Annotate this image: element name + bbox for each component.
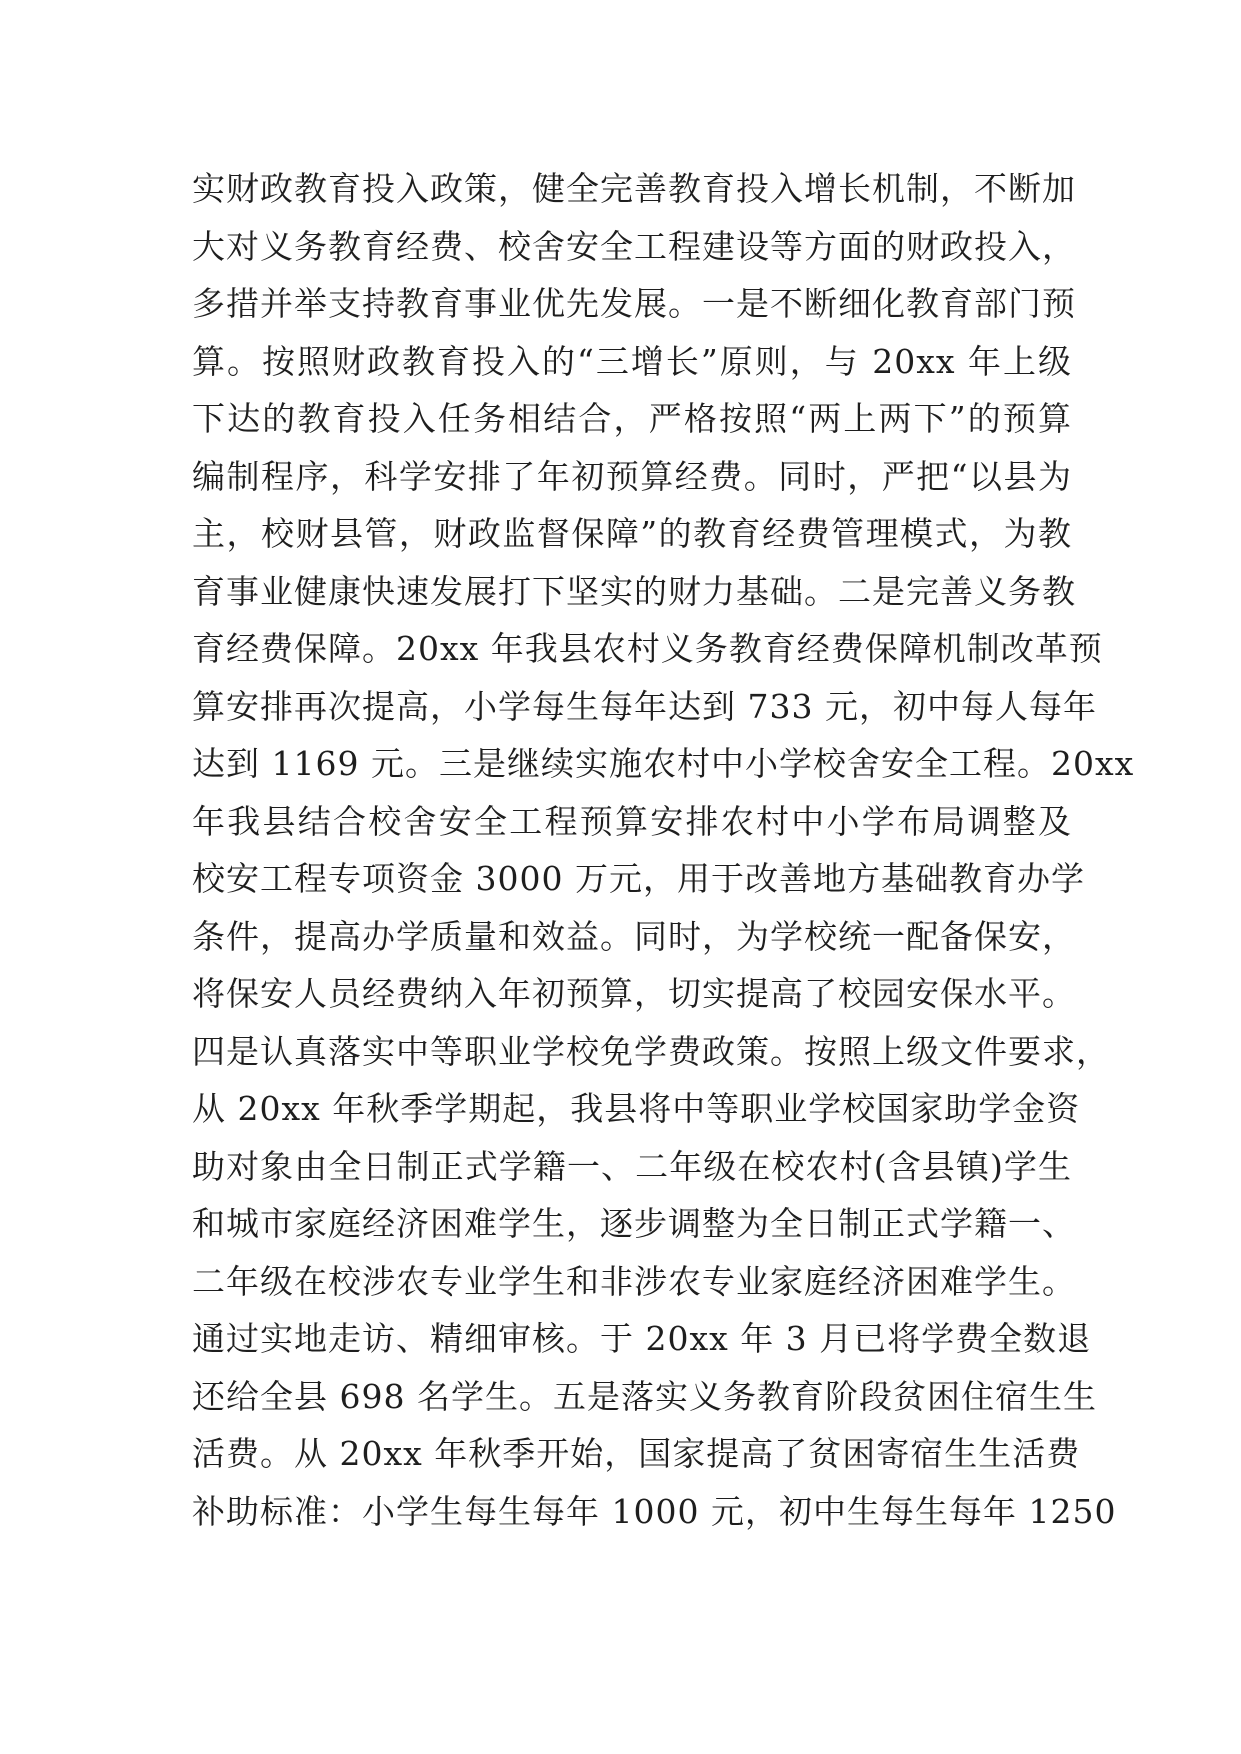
text-line: 助对象由全日制正式学籍一、二年级在校农村(含县镇)学生 [192, 1146, 1072, 1186]
text-line: 育经费保障。20xx 年我县农村义务教育经费保障机制改革预 [192, 629, 1103, 668]
text-line: 达到 1169 元。三是继续实施农村中小学校舍安全工程。20xx [192, 744, 1135, 783]
text-line: 补助标准：小学生每生每年 1000 元，初中生每生每年 1250 [192, 1491, 1117, 1531]
text-line: 通过实地走访、精细审核。于 20xx 年 3 月已将学费全数退 [192, 1319, 1092, 1358]
text-line: 主，校财县管，财政监督保障”的教育经费管理模式，为教 [192, 514, 1072, 553]
text-line: 活费。从 20xx 年秋季开始，国家提高了贫困寄宿生生活费 [192, 1434, 1081, 1473]
text-line: 二年级在校涉农专业学生和非涉农专业家庭经济困难学生。 [192, 1261, 1076, 1301]
text-line: 实财政教育投入政策，健全完善教育投入增长机制，不断加 [192, 169, 1076, 208]
text-line: 还给全县 698 名学生。五是落实义务教育阶段贫困住宿生生 [192, 1376, 1097, 1416]
text-line: 算安排再次提高，小学每生每年达到 733 元，初中每人每年 [192, 686, 1097, 726]
text-line: 将保安人员经费纳入年初预算，切实提高了校园安保水平。 [192, 974, 1076, 1013]
text-line: 大对义务教育经费、校舍安全工程建设等方面的财政投入， [192, 226, 1076, 266]
text-line: 和城市家庭经济困难学生，逐步调整为全日制正式学籍一、 [192, 1204, 1076, 1243]
text-line: 年我县结合校舍安全工程预算安排农村中小学布局调整及 [192, 801, 1072, 841]
text-line: 从 20xx 年秋季学期起，我县将中等职业学校国家助学金资 [192, 1089, 1081, 1128]
text-line: 编制程序，科学安排了年初预算经费。同时，严把“以县为 [192, 456, 1072, 496]
text-line: 育事业健康快速发展打下坚实的财力基础。二是完善义务教 [192, 571, 1076, 611]
text-line: 下达的教育投入任务相结合，严格按照“两上两下”的预算 [192, 399, 1072, 438]
text-line: 条件，提高办学质量和效益。同时，为学校统一配备保安， [192, 916, 1076, 956]
text-line: 算。按照财政教育投入的“三增长”原则，与 20xx 年上级 [192, 341, 1072, 381]
text-line: 校安工程专项资金 3000 万元，用于改善地方基础教育办学 [192, 859, 1085, 898]
text-line: 四是认真落实中等职业学校免学费政策。按照上级文件要求， [192, 1031, 1110, 1071]
text-line: 多措并举支持教育事业优先发展。一是不断细化教育部门预 [192, 284, 1076, 323]
body-paragraph [192, 160, 1135, 1540]
